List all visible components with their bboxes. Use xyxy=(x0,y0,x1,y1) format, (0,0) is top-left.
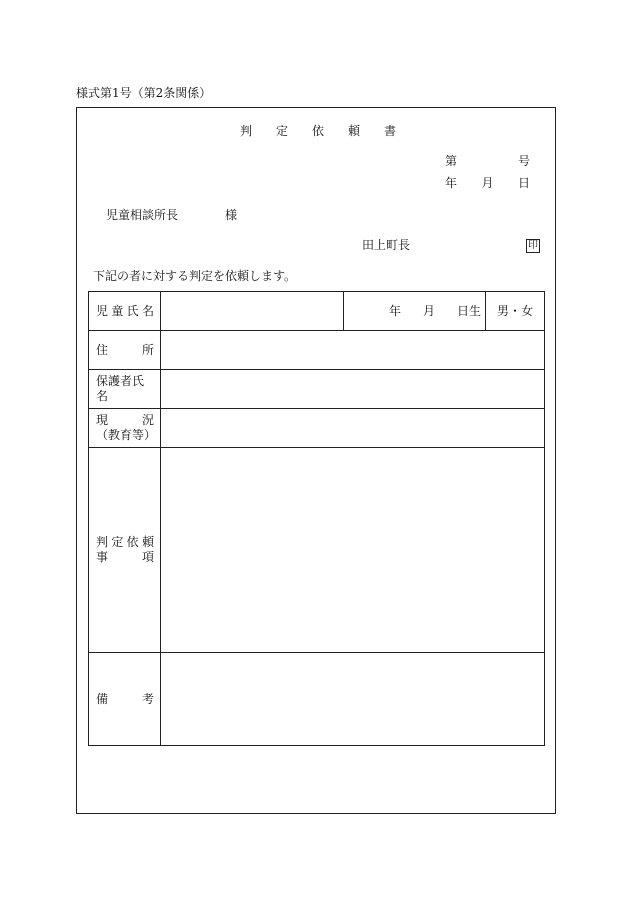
sender-name: 田上町長 xyxy=(362,238,411,252)
table-row xyxy=(89,653,545,746)
addressee-honorific: 様 xyxy=(225,208,238,222)
addressee-name: 児童相談所長 xyxy=(106,208,179,222)
date-line: 年 月 日 xyxy=(445,176,530,190)
table-row xyxy=(89,409,545,448)
intro-text: 下記の者に対する判定を依頼します。 xyxy=(93,269,297,283)
status-field[interactable] xyxy=(161,409,545,448)
request-items-label: 判 定 依 頼 事 項 xyxy=(89,448,161,653)
address-field[interactable] xyxy=(161,331,545,370)
table-row xyxy=(89,292,545,331)
remarks-field[interactable] xyxy=(161,653,545,746)
sex-field[interactable]: 男・女 xyxy=(486,292,545,331)
status-label: 現 況 （教 育 等） xyxy=(89,409,161,448)
child-name-field[interactable] xyxy=(161,292,344,331)
table-row xyxy=(89,370,545,409)
document-title: 判 定 依 頼 書 xyxy=(240,124,396,138)
birth-date-field[interactable]: 年 月 日生 xyxy=(344,292,486,331)
remarks-label: 備 考 xyxy=(89,653,161,746)
guardian-label: 保護者氏名 xyxy=(89,370,161,409)
child-name-label: 児 童 氏 名 xyxy=(89,292,161,331)
address-label: 住 所 xyxy=(89,331,161,370)
form-number: 様式第1号（第2条関係） xyxy=(76,86,212,100)
guardian-field[interactable] xyxy=(161,370,545,409)
request-table xyxy=(88,291,545,746)
number-line: 第 号 xyxy=(445,154,530,168)
table-row xyxy=(89,331,545,370)
request-items-field[interactable] xyxy=(161,448,545,653)
seal-mark: 印 xyxy=(528,240,538,251)
table-row xyxy=(89,448,545,653)
